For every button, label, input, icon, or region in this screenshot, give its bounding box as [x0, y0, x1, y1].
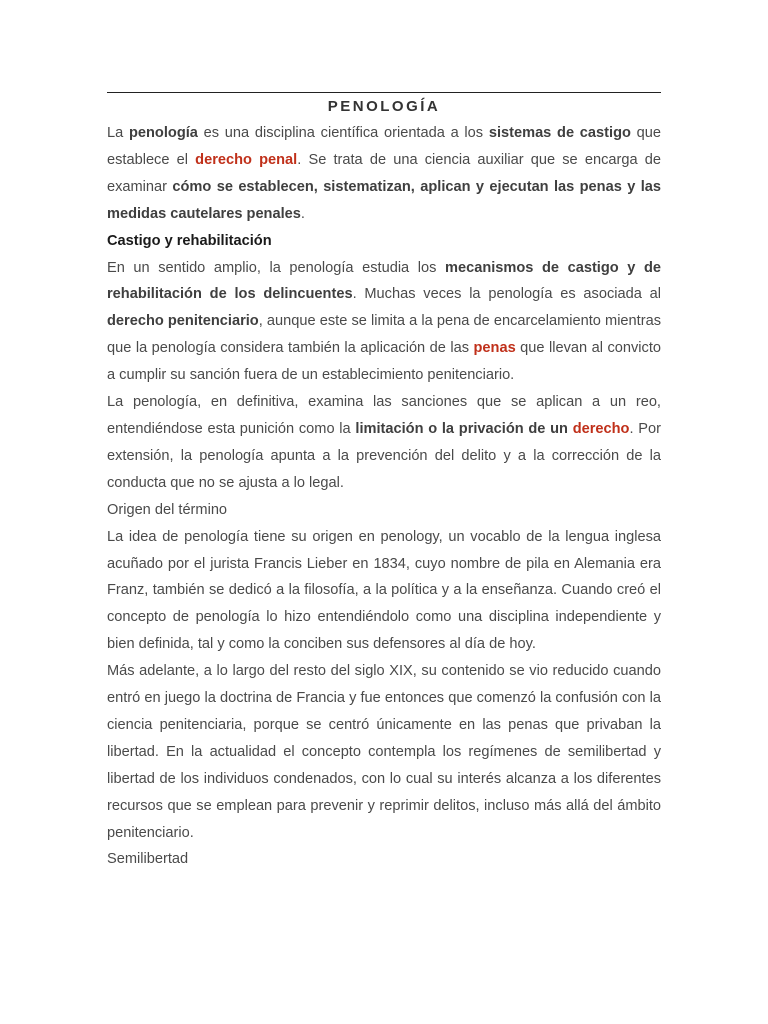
document-page — [107, 92, 661, 873]
section-heading-castigo: Castigo y rehabilitación — [107, 232, 272, 249]
intro-bold-penologia: penología — [128, 125, 198, 141]
castigo-text-3: , aunque este se limita a la pena de encarcelamiento mientras que la penología considera también la aplicación de las — [107, 313, 661, 357]
castigo-text-4: que llevan al convicto a cumplir su sanción fuera de un establecimiento penitenciario. — [107, 340, 662, 384]
link-penas[interactable]: penas — [473, 340, 516, 357]
intro-text-4: . Se trata de una ciencia auxiliar que se encarga de examinar — [107, 151, 661, 195]
page-title: PENOLOGÍA — [327, 98, 441, 115]
definicion-text-1: La penología, en definitiva, examina las sanciones que se aplican a un reo, entendiéndose esta punición como la — [107, 394, 661, 437]
castigo-text-1: En un sentido amplio, la penología estudia los — [107, 259, 445, 276]
section-heading-origen: Origen del término — [107, 501, 228, 518]
castigo-paragraph — [107, 255, 661, 390]
castigo-bold-mecanismos: mecanismos de castigo y de rehabilitación de los delincuentes — [107, 259, 661, 303]
definicion-text-2: . Por extensión, la penología apunta a la prevención del delito y a la corrección de la conducta que no se ajusta a lo legal. — [107, 420, 661, 491]
intro-text-5: . — [300, 205, 305, 222]
section-heading-semilibertad: Semilibertad — [107, 851, 189, 868]
intro-bold-como: cómo se establecen, sistematizan, aplican y ejecutan las penas y las medidas cautelares penales — [107, 178, 661, 222]
historia-paragraph: Más adelante, a lo largo del resto del siglo XIX, su contenido se vio reducido cuando entró en juego la doctrina de Francia y fue entonces que comenzó la confusión con la ciencia penitenciaria, porque se centró únicamente en las penas que privaban la libertad. En la actualidad el concepto contempla los regímenes de semilibertad y libertad de los individuos condenados, con lo cual su interés alcanza a los diferentes recursos que se emplean para prevenir y reprimir delitos, incluso más allá del ámbito penitenciario. — [107, 663, 661, 841]
definicion-bold-limitacion: limitación o la privación de un — [355, 420, 573, 437]
link-derecho-penal[interactable]: derecho penal — [195, 151, 298, 168]
link-derecho[interactable]: derecho — [572, 420, 630, 437]
intro-text-3: que establece el — [107, 125, 661, 168]
castigo-text-2: . Muchas veces la penología es asociada al — [352, 286, 661, 303]
intro-bold-sistemas: sistemas de castigo — [488, 125, 631, 141]
definicion-paragraph — [107, 389, 661, 497]
origen-paragraph: La idea de penología tiene su origen en penology, un vocablo de la lengua inglesa acuñado por el jurista Francis Lieber en 1834, cuyo nombre de pila en Alemania era Franz, también se dedicó a la filosofía, a la política y a la enseñanza. Cuando creó el concepto de penología lo hizo entendiéndolo como una disciplina independiente y bien definida, tal y como la conciben sus defensores al día de hoy. — [107, 528, 661, 653]
intro-text-1: La — [107, 125, 129, 141]
intro-text-2: es una disciplina científica orientada a los — [197, 125, 489, 141]
castigo-bold-derecho-penitenciario: derecho penitenciario — [107, 313, 259, 330]
intro-paragraph — [107, 120, 661, 228]
